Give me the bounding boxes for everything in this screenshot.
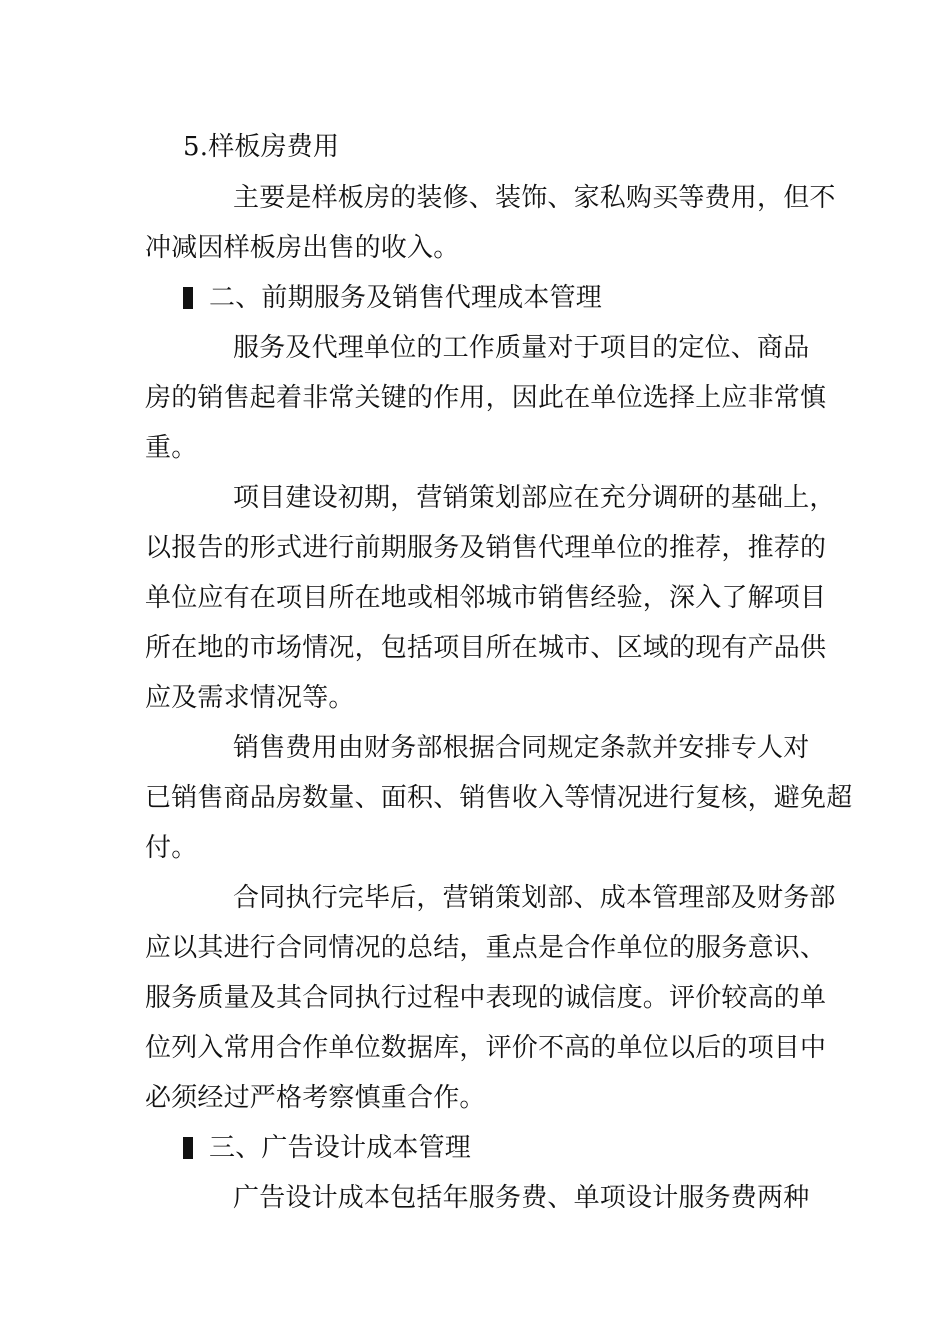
paragraph-line: [145, 983, 826, 1013]
paragraph-line: [233, 483, 836, 513]
text: 广告设计成本包括年服务费、单项设计服务费两种: [233, 1183, 810, 1213]
paragraph-line: [145, 933, 826, 963]
text: 已销售商品房数量、面积、销售收入等情况进行复核，避免超: [145, 783, 853, 813]
text: 服务质量及其合同执行过程中表现的诚信度。评价较高的单: [145, 983, 827, 1013]
bullet-marker: [183, 287, 193, 309]
text: 主要是样板房的装修、装饰、家私购买等费用，但不: [233, 183, 836, 213]
paragraph-line: [145, 233, 459, 263]
paragraph-line: [145, 433, 197, 463]
text: 单位应有在项目所在地或相邻城市销售经验，深入了解项目: [145, 583, 827, 613]
section-heading-2: [183, 283, 602, 313]
text: 所在地的市场情况，包括项目所在城市、区域的现有产品供: [145, 633, 827, 663]
text: 应以其进行合同情况的总结，重点是合作单位的服务意识、: [145, 933, 827, 963]
bullet-marker: [183, 1137, 193, 1159]
text: 销售费用由财务部根据合同规定条款并安排专人对: [233, 733, 810, 763]
paragraph-line: [145, 683, 355, 713]
paragraph-line: [233, 883, 836, 913]
text: 二、前期服务及销售代理成本管理: [209, 283, 603, 313]
text: 合同执行完毕后，营销策划部、成本管理部及财务部: [233, 883, 836, 913]
paragraph-line: [145, 583, 826, 613]
text: 位列入常用合作单位数据库，评价不高的单位以后的项目中: [145, 1033, 827, 1063]
text: 付。: [145, 833, 198, 863]
section-heading-3: [183, 1133, 471, 1163]
text: 以报告的形式进行前期服务及销售代理单位的推荐，推荐的: [145, 533, 827, 563]
text: 应及需求情况等。: [145, 683, 355, 713]
subheading-sample-room-cost: [183, 132, 339, 162]
paragraph-line: [233, 733, 809, 763]
paragraph-line: [145, 383, 826, 413]
text: 服务及代理单位的工作质量对于项目的定位、商品: [233, 333, 810, 363]
text: 5.样板房费用: [183, 132, 340, 162]
paragraph-line: [145, 1083, 486, 1113]
text: 重。: [145, 433, 198, 463]
text: 项目建设初期，营销策划部应在充分调研的基础上，: [233, 483, 836, 513]
paragraph-line: [145, 833, 197, 863]
paragraph-line: [233, 333, 809, 363]
paragraph-line: [145, 1033, 826, 1063]
paragraph-line: [233, 183, 836, 213]
text: 房的销售起着非常关键的作用，因此在单位选择上应非常慎: [145, 383, 827, 413]
paragraph-line: [145, 533, 826, 563]
text: 冲减因样板房出售的收入。: [145, 233, 460, 263]
text: 必须经过严格考察慎重合作。: [145, 1083, 486, 1113]
text: 三、广告设计成本管理: [209, 1133, 472, 1163]
paragraph-line: [233, 1183, 809, 1213]
paragraph-line: [145, 783, 852, 813]
paragraph-line: [145, 633, 826, 663]
